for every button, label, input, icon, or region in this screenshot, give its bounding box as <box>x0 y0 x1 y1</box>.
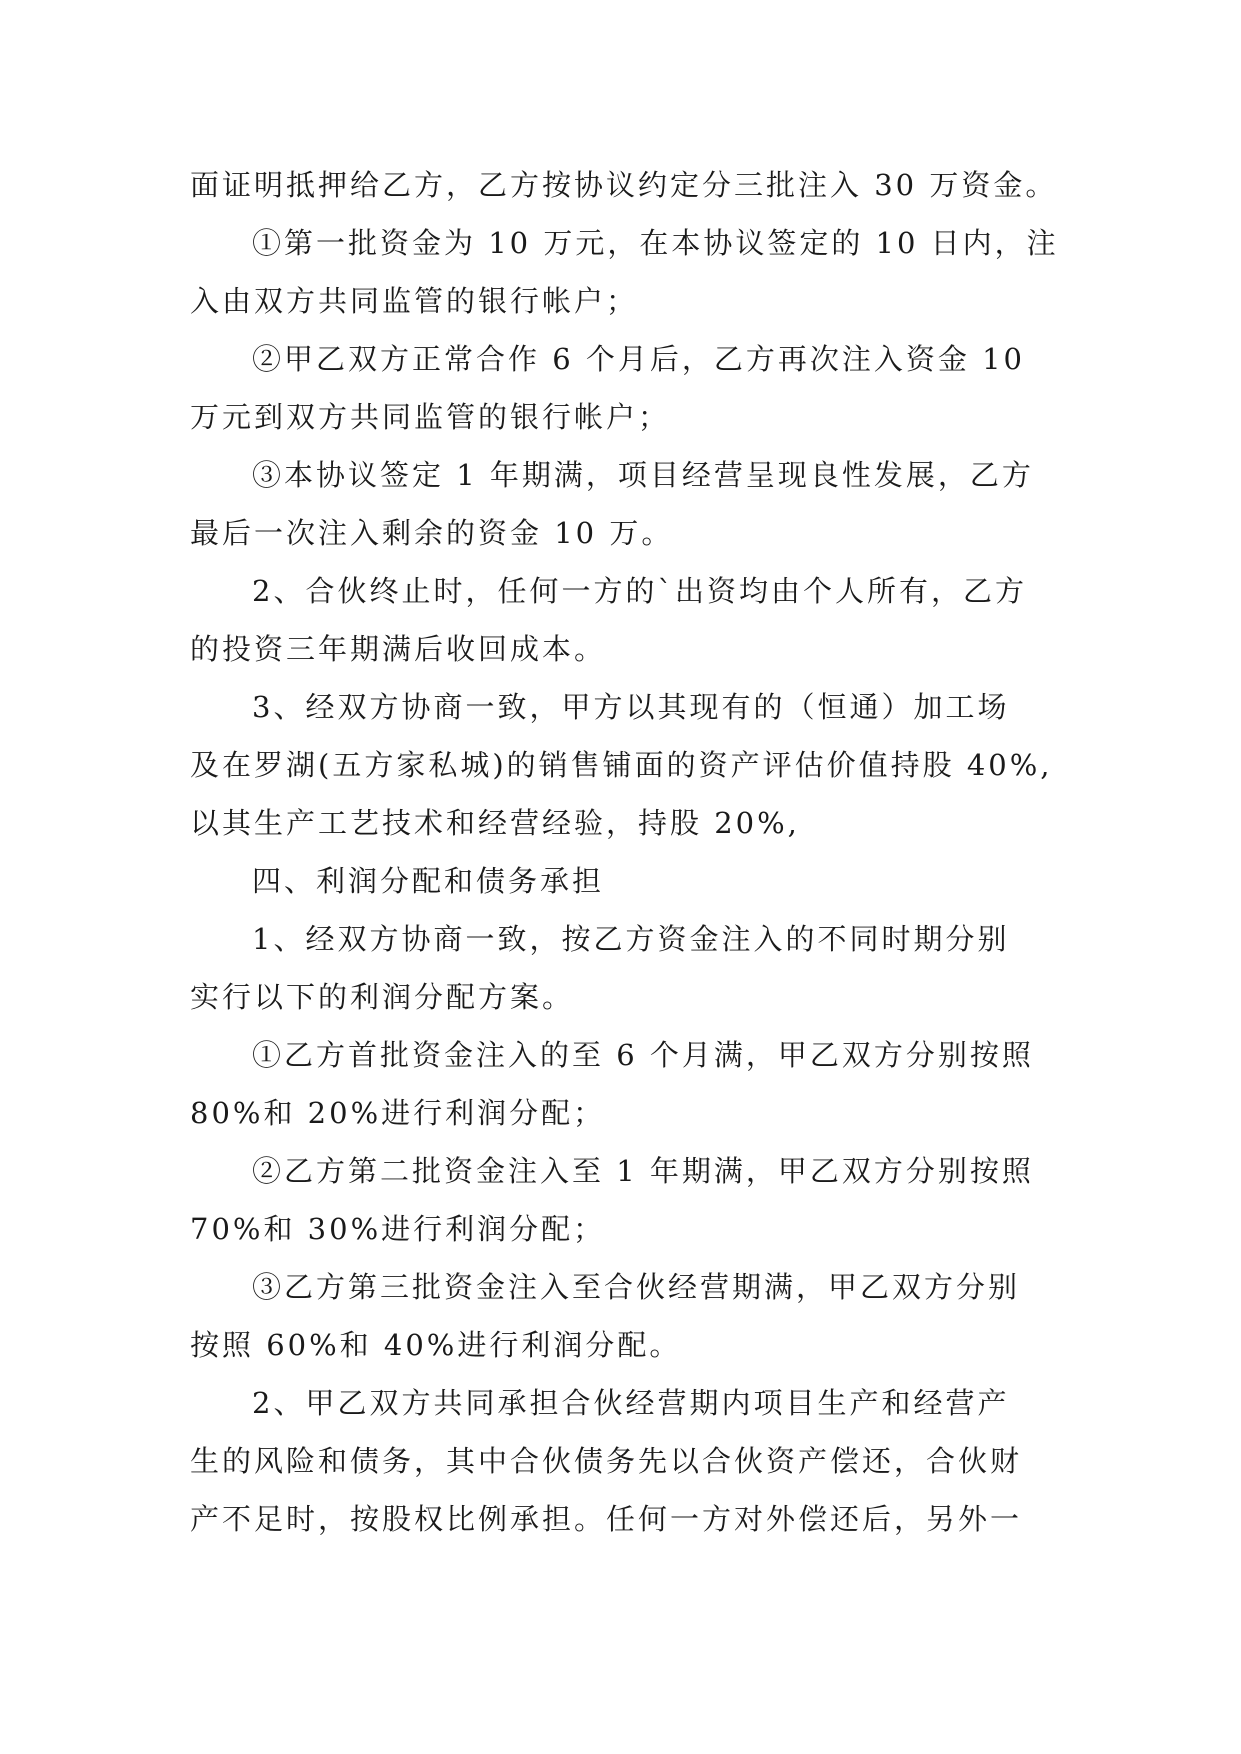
text-line: 的投资三年期满后收回成本。 <box>190 632 607 666</box>
text-line: 2、合伙终止时，任何一方的`出资均由个人所有，乙方 <box>252 574 1027 608</box>
text-line: 以其生产工艺技术和经营经验，持股 20%, <box>190 806 800 840</box>
text-line: 面证明抵押给乙方，乙方按协议约定分三批注入 30 万资金。 <box>190 168 1058 202</box>
text-line: ②乙方第二批资金注入至 1 年期满，甲乙双方分别按照 <box>252 1154 1034 1188</box>
text-line: 1、经双方协商一致，按乙方资金注入的不同时期分别 <box>252 922 1010 956</box>
text-line: 产不足时，按股权比例承担。任何一方对外偿还后，另外一 <box>190 1502 1023 1536</box>
text-line: ③本协议签定 1 年期满，项目经营呈现良性发展，乙方 <box>252 458 1034 492</box>
text-line: 最后一次注入剩余的资金 10 万。 <box>190 516 674 550</box>
text-line: 生的风险和债务，其中合伙债务先以合伙资产偿还，合伙财 <box>190 1444 1023 1478</box>
text-line: ①第一批资金为 10 万元，在本协议签定的 10 日内，注 <box>252 226 1059 260</box>
text-line: 80%和 20%进行利润分配； <box>190 1096 606 1130</box>
text-line: 入由双方共同监管的银行帐户； <box>190 284 639 318</box>
text-line: ②甲乙双方正常合作 6 个月后，乙方再次注入资金 10 <box>252 342 1026 376</box>
text-line: 及在罗湖(五方家私城)的销售铺面的资产评估价值持股 40%, <box>190 748 1053 782</box>
text-line: ③乙方第三批资金注入至合伙经营期满，甲乙双方分别 <box>252 1270 1021 1304</box>
text-line: 2、甲乙双方共同承担合伙经营期内项目生产和经营产 <box>252 1386 1010 1420</box>
section-heading: 四、利润分配和债务承担 <box>252 864 605 898</box>
text-line: 实行以下的利润分配方案。 <box>190 980 575 1014</box>
text-line: ①乙方首批资金注入的至 6 个月满，甲乙双方分别按照 <box>252 1038 1034 1072</box>
text-line: 按照 60%和 40%进行利润分配。 <box>190 1328 682 1362</box>
document-body <box>190 156 1060 1548</box>
text-line: 3、经双方协商一致，甲方以其现有的（恒通）加工场 <box>252 690 1010 724</box>
text-line: 万元到双方共同监管的银行帐户； <box>190 400 671 434</box>
text-line: 70%和 30%进行利润分配； <box>190 1212 606 1246</box>
